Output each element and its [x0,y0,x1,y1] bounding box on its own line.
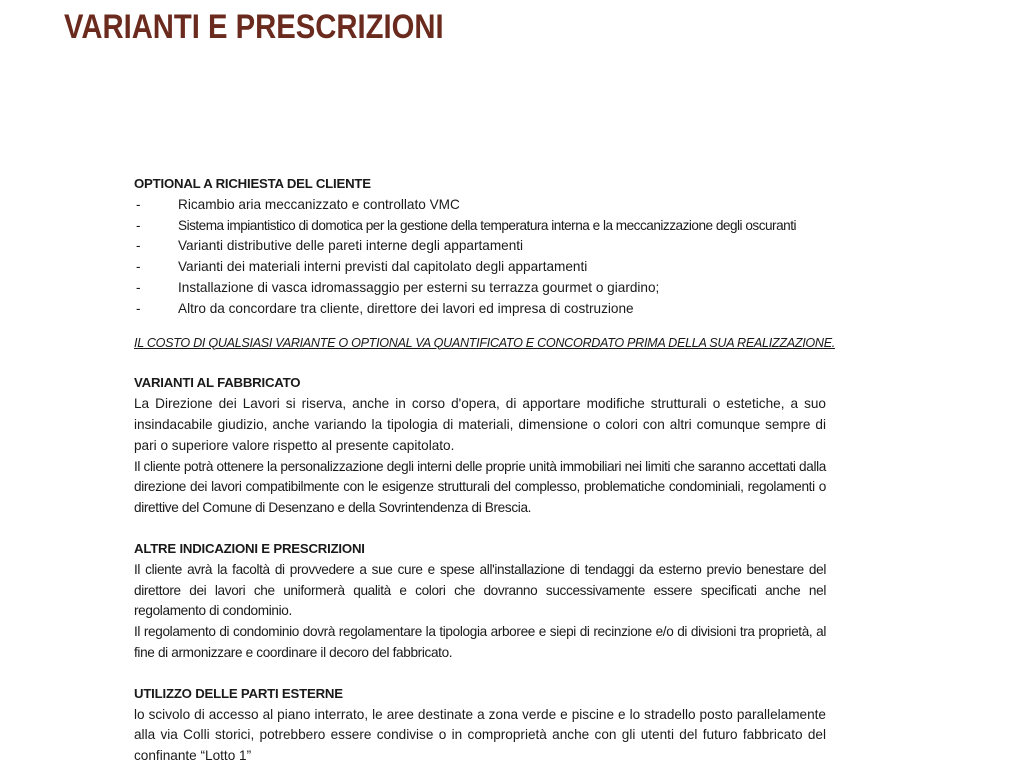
list-dash: - [136,238,141,254]
list-dash: - [136,279,141,295]
list-item [134,195,826,216]
altre-heading: ALTRE INDICAZIONI E PRESCRIZIONI [134,540,365,556]
list-item [134,299,826,320]
list-item-text: Altro da concordare tra cliente, direttore dei lavori ed impresa di costruzione [178,300,634,316]
list-dash: - [136,300,141,316]
paragraph: Il regolamento di condominio dovrà regolamentare la tipologia arboree e siepi di recinzione e/o di divisioni tra proprietà, al fine di armonizzare e coordinare il decoro del fabbricato. [134,624,826,660]
list-item-text: Installazione di vasca idromassaggio per esterni su terrazza gourmet o giardino; [178,279,660,295]
list-item-text: Ricambio aria meccanizzato e controllato VMC [178,196,460,212]
list-item [134,216,826,237]
list-item-text: Sistema impiantistico di domotica per la gestione della temperatura interna e la meccanizzazione degli oscuranti [178,217,796,233]
optional-list [134,195,826,320]
list-dash: - [136,217,141,233]
page-title: VARIANTI E PRESCRIZIONI [64,8,444,46]
list-dash: - [136,259,141,275]
list-item-text: Varianti distributive delle pareti interne degli appartamenti [178,238,524,254]
paragraph: Il cliente avrà la facoltà di provvedere a sue cure e spese all'installazione di tendaggi da esterno previo benestare del direttore dei lavori che uniformerà qualità e colori che dovranno successivamente essere specificati anche nel regolamento di condominio. [134,561,826,619]
document-body [134,174,835,767]
paragraph: lo scivolo di accesso al piano interrato, le aree destinate a zona verde e piscine e lo stradello posto parallelamente alla via Colli storici, potrebbero essere condivise o in comproprietà anche con gli utenti del futuro fabbricato del confinante “Lotto 1” [134,706,826,764]
optional-section [134,174,835,353]
utilizzo-heading: UTILIZZO DELLE PARTI ESTERNE [134,685,343,701]
list-item [134,236,826,257]
paragraph: La Direzione dei Lavori si riserva, anche in corso d'opera, di apportare modifiche strutturali o estetiche, a suo insindacabile giudizio, anche variando la tipologia di materiali, dimensione o colori con altri comunque sempre di pari o superiore valore rispetto al presente capitolato. [134,396,826,453]
list-item-text: Varianti dei materiali interni previsti dal capitolato degli appartamenti [178,259,588,275]
varianti-section [134,373,826,519]
altre-section [134,539,826,664]
list-dash: - [136,196,141,212]
optional-heading: OPTIONAL A RICHIESTA DEL CLIENTE [134,176,371,191]
list-item [134,257,826,278]
paragraph: Il cliente potrà ottenere la personalizzazione degli interni delle proprie unità immobiliari nei limiti che saranno accettati dalla direzione dei lavori compatibilmente con le esigenze strutturali del complesso, problematiche condominiali, regolamenti o direttive del Comune di Desenzano e della Sovrintendenza di Brescia. [134,458,826,516]
utilizzo-section [134,684,826,767]
varianti-heading: VARIANTI AL FABBRICATO [134,375,301,391]
list-item [134,278,826,299]
cost-notice: IL COSTO DI QUALSIASI VARIANTE O OPTIONAL VA QUANTIFICATO E CONCORDATO PRIMA DELLA SUA REALIZZAZIONE. [134,335,835,350]
